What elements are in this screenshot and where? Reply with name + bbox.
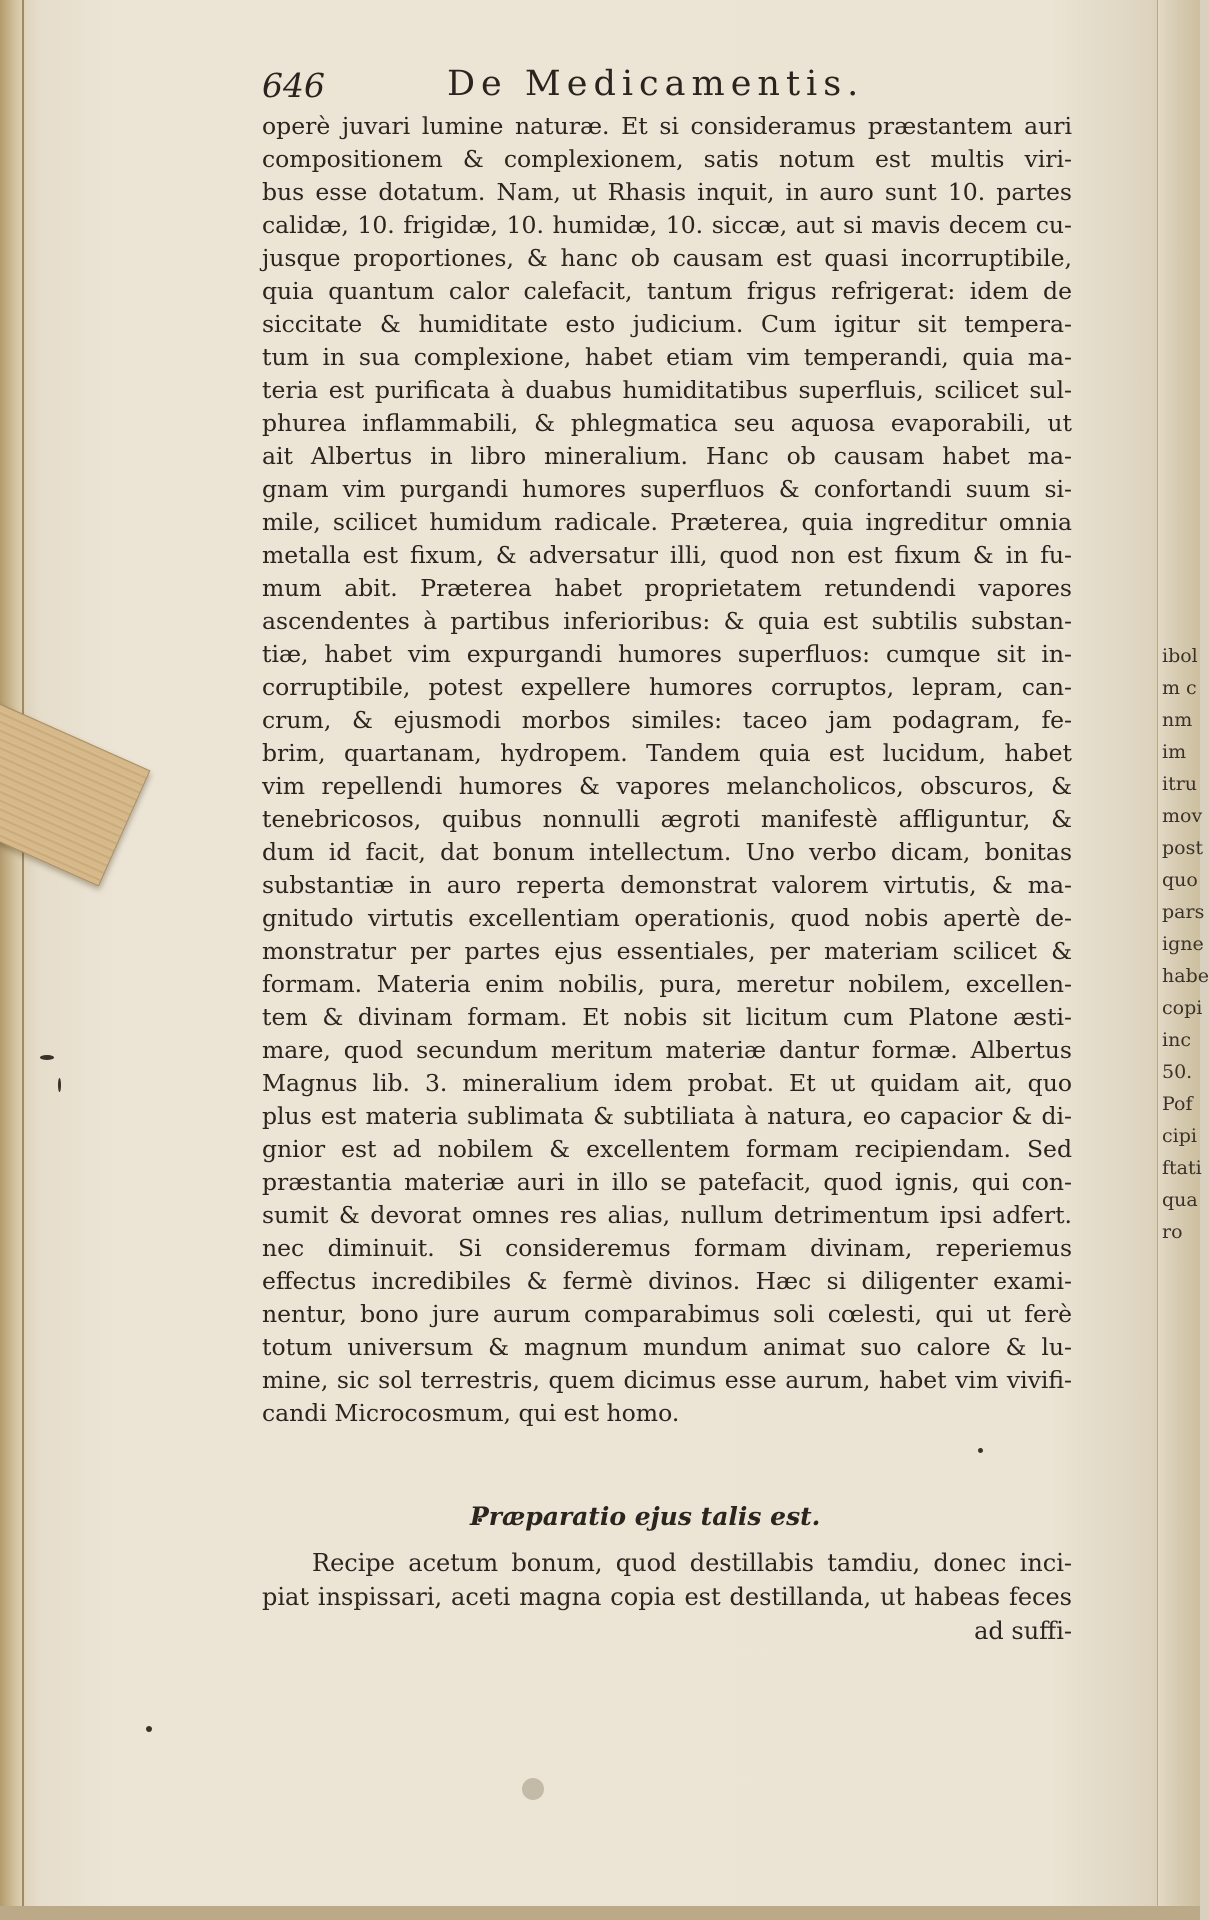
text-line: mile, scilicet humidum radicale. Præterea, quia ingreditur omnia [262, 508, 1072, 536]
facing-page-fragment: post [1162, 837, 1203, 859]
facing-page-edge [1157, 0, 1209, 1920]
text-line: monstratur per partes ejus essentiales, per materiam scilicet & [262, 937, 1072, 965]
facing-page-fragment: quo [1162, 869, 1198, 891]
text-line: gnitudo virtutis excellentiam operationis, quod nobis apertè de- [262, 904, 1072, 932]
text-line: nentur, bono jure aurum comparabimus soli cœlesti, qui ut ferè [262, 1300, 1072, 1328]
facing-page-fragment: pars [1162, 901, 1205, 923]
text-line: phurea inflammabili, & phlegmatica seu aquosa evaporabili, ut [262, 409, 1072, 437]
text-line: operè juvari lumine naturæ. Et si consideramus præstantem auri [262, 112, 1072, 140]
facing-page-fragment: nm [1162, 709, 1193, 731]
text-line: mum abit. Præterea habet proprietatem retundendi vapores [262, 574, 1072, 602]
text-line: bus esse dotatum. Nam, ut Rhasis inquit, in auro sunt 10. partes [262, 178, 1072, 206]
text-line: teria est purificata à duabus humiditatibus superfluis, scilicet sul- [262, 376, 1072, 404]
text-line: substantiæ in auro reperta demonstrat valorem virtutis, & ma- [262, 871, 1072, 899]
text-line: tum in sua complexione, habet etiam vim temperandi, quia ma- [262, 343, 1072, 371]
page-bottom-edge [0, 1906, 1200, 1920]
facing-page-fragment: inc [1162, 1029, 1191, 1051]
text-line: vim repellendi humores & vapores melancholicos, obscuros, & [262, 772, 1072, 800]
text-line: dum id facit, dat bonum intellectum. Uno verbo dicam, bonitas [262, 838, 1072, 866]
text-line: crum, & ejusmodi morbos similes: taceo jam podagram, fe- [262, 706, 1072, 734]
facing-page-fragment: igne [1162, 933, 1204, 955]
text-line: tenebricosos, quibus nonnulli ægroti manifestè affliguntur, & [262, 805, 1072, 833]
page-number: 646 [262, 66, 325, 105]
text-line: jusque proportiones, & hanc ob causam est quasi incorruptibile, [262, 244, 1072, 272]
facing-page-fragment: ro [1162, 1221, 1183, 1243]
ink-speck [58, 1078, 61, 1092]
catchword-line: ad suffi- [974, 1617, 1072, 1645]
page-edge-line [22, 0, 24, 1920]
recipe-line: piat inspissari, aceti magna copia est destillanda, ut habeas feces [262, 1583, 1072, 1611]
running-head: De Medicamentis. [447, 64, 865, 104]
section-subheading: Præparatio ejus talis est. [470, 1502, 821, 1531]
text-line: ascendentes à partibus inferioribus: & quia est subtilis substan- [262, 607, 1072, 635]
text-line: candi Microcosmum, qui est homo. [262, 1399, 680, 1427]
facing-page-fragment: ibol [1162, 645, 1198, 667]
facing-page-fragment: Pof [1162, 1093, 1193, 1115]
facing-page-fragment: 50. [1162, 1061, 1193, 1083]
facing-page-fragment: cipi [1162, 1125, 1197, 1147]
facing-page-fragment: im [1162, 741, 1187, 763]
main-text-block [262, 110, 1072, 1430]
facing-page-fragment: m c [1162, 677, 1197, 699]
text-line: brim, quartanam, hydropem. Tandem quia est lucidum, habet [262, 739, 1072, 767]
facing-page-fragment: habe [1162, 965, 1209, 987]
text-line: præstantia materiæ auri in illo se patefacit, quod ignis, qui con- [262, 1168, 1072, 1196]
text-line: tem & divinam formam. Et nobis sit licitum cum Platone æsti- [262, 1003, 1072, 1031]
text-line: effectus incredibiles & fermè divinos. Hæc si diligenter exami- [262, 1267, 1072, 1295]
facing-page-fragment: mov [1162, 805, 1203, 827]
text-line: siccitate & humiditate esto judicium. Cum igitur sit tempera- [262, 310, 1072, 338]
text-line: corruptibile, potest expellere humores corruptos, lepram, can- [262, 673, 1072, 701]
text-line: compositionem & complexionem, satis notum est multis viri- [262, 145, 1072, 173]
recipe-text-block [262, 1546, 1072, 1648]
text-line: gnior est ad nobilem & excellentem formam recipiendam. Sed [262, 1135, 1072, 1163]
facing-page-fragment: itru [1162, 773, 1198, 795]
text-line: plus est materia sublimata & subtiliata à natura, eo capacior & di- [262, 1102, 1072, 1130]
facing-page-fragment: copi [1162, 997, 1203, 1019]
page-header [262, 62, 882, 112]
ink-speck [146, 1726, 152, 1732]
ink-speck [40, 1055, 54, 1060]
text-line: quia quantum calor calefacit, tantum frigus refrigerat: idem de [262, 277, 1072, 305]
text-line: tiæ, habet vim expurgandi humores superfluos: cumque sit in- [262, 640, 1072, 668]
text-line: metalla est fixum, & adversatur illi, quod non est fixum & in fu- [262, 541, 1072, 569]
facing-page-text [1162, 640, 1209, 1248]
text-line: mare, quod secundum meritum materiæ dantur formæ. Albertus [262, 1036, 1072, 1064]
text-line: totum universum & magnum mundum animat suo calore & lu- [262, 1333, 1072, 1361]
text-line: Magnus lib. 3. mineralium idem probat. Et ut quidam ait, quo [262, 1069, 1072, 1097]
text-line: ait Albertus in libro mineralium. Hanc ob causam habet ma- [262, 442, 1072, 470]
text-line: calidæ, 10. frigidæ, 10. humidæ, 10. siccæ, aut si mavis decem cu- [262, 211, 1072, 239]
text-line: nec diminuit. Si consideremus formam divinam, reperiemus [262, 1234, 1072, 1262]
facing-page-fragment: ftati [1162, 1157, 1202, 1179]
ink-speck [978, 1448, 983, 1453]
text-line: formam. Materia enim nobilis, pura, meretur nobilem, excellen- [262, 970, 1072, 998]
facing-page-fragment: qua [1162, 1189, 1198, 1211]
paper-smudge [522, 1778, 544, 1800]
text-line: sumit & devorat omnes res alias, nullum detrimentum ipsi adfert. [262, 1201, 1072, 1229]
text-line: mine, sic sol terrestris, quem dicimus esse aurum, habet vim vivifi- [262, 1366, 1072, 1394]
text-line: gnam vim purgandi humores superfluos & confortandi suum si- [262, 475, 1072, 503]
recipe-line: Recipe acetum bonum, quod destillabis tamdiu, donec inci- [312, 1549, 1072, 1577]
